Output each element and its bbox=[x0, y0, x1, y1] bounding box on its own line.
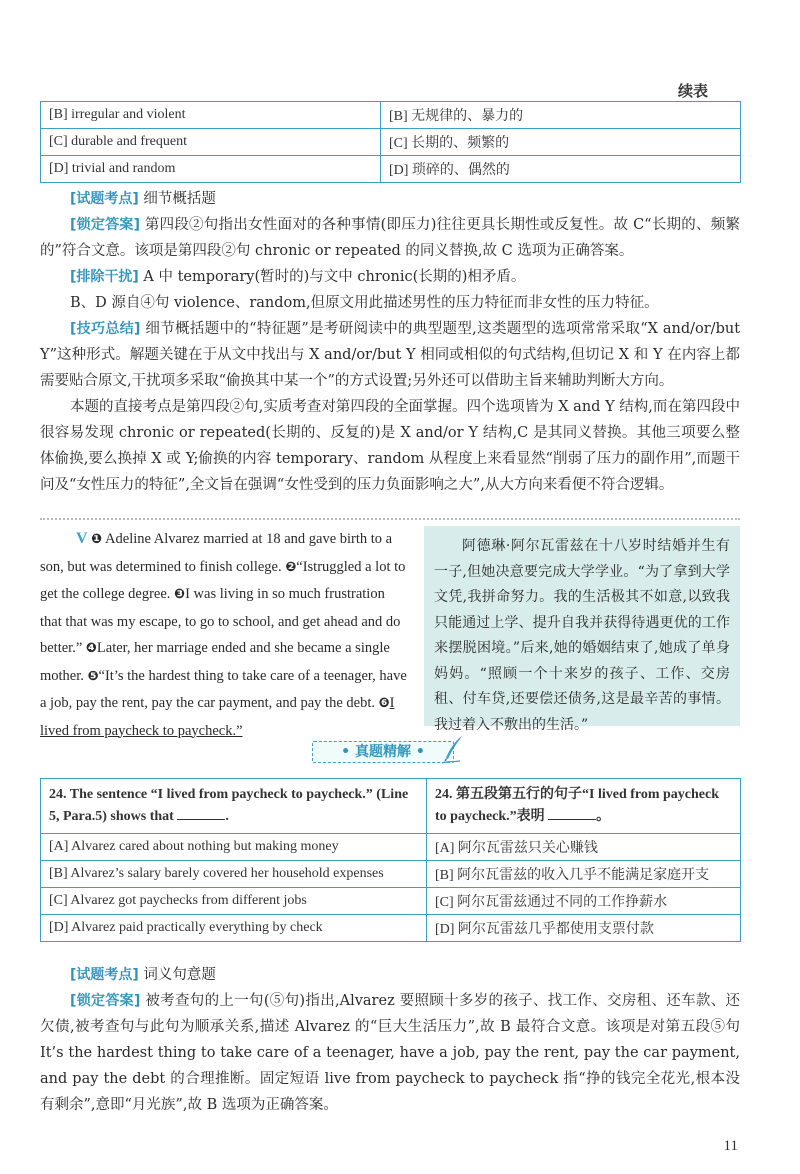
summary-paragraph: 本题的直接考点是第四段②句,实质考查对第四段的全面掌握。四个选项皆为 X and Y 结构,而在第四段中很容易发现 chronic or repeated(长期的、反复的)是 X and/or Y 结构,C 是其同义替换。其他三项要么整体偷换,要么换掉 X 或 Y;偷换的内容 temporary、random 从程度上来看显然“削弱了压力的副作用”,而题干问及“女性压力的特征”,全文旨在强调“女性受到的压力负面影响之大”,从大方向来看便不符合逻辑。 bbox=[40, 399, 740, 493]
sentence-number: ❻ bbox=[378, 696, 390, 711]
answer-text: 被考查句的上一句(⑤句)指出,Alvarez 要照顾十多岁的孩子、找工作、交房租、还车款、还欠债,被考查句与此句为顺承关系,描述 Alvarez 的“巨大生活压力”,故 B 最符合文意。该项是对第五段⑤句 It’s the hardest thing to take care of a teenager, have a job, pay the rent, pay the car payment, and pay the debt 的合理推断。固定短语 live from paycheck to paycheck 指“挣的钱完全花光,根本没有剩余”,意即“月光族”,故 B 选项为正确答案。 bbox=[40, 993, 741, 1113]
answer-text: 第四段②句指出女性面对的各种事情(即压力)往往更具长期性或反复性。故 C“长期的、频繁的”符合文意。该项是第四段②句 chronic or repeated 的同义替换,故 C 选项为正确答案。 bbox=[40, 217, 741, 259]
answer-tag: [锁定答案] bbox=[70, 217, 140, 233]
option-zh: [C] 长期的、频繁的 bbox=[381, 129, 741, 156]
sentence-1: Adeline Alvarez married at 18 and gave birth to a son, but was determined to finish college. bbox=[40, 531, 393, 575]
passage-translation-box bbox=[424, 526, 740, 733]
question-stem-row bbox=[41, 779, 741, 834]
option-en: [B] irregular and violent bbox=[41, 102, 381, 129]
table-row bbox=[41, 915, 741, 942]
question-stem-zh bbox=[427, 779, 741, 834]
sentence-3: I was living in so much frustration that that was my escape, to go to school, and get ahead and do better.” bbox=[40, 586, 401, 656]
stem-en-end: . bbox=[225, 809, 229, 824]
skill-text: 细节概括题中的“特征题”是考研阅读中的典型题型,这类题型的选项常常采取“X and/or/but Y”这种形式。解题关键在于从文中找出与 X and/or/but Y 相同或相似的句式结构,但切记 X 和 Y 在内容上都需要贴合原文,干扰项多采取“偷换其中某一个”的方式设置;另外还可以借助主旨来辅助判断大方向。 bbox=[40, 321, 741, 389]
sentence-number: ❷ bbox=[285, 559, 297, 575]
option-zh: [B] 阿尔瓦雷兹的收入几乎不能满足家庭开支 bbox=[427, 861, 741, 888]
option-en: [B] Alvarez’s salary barely covered her household expenses bbox=[41, 861, 427, 888]
answer-paragraph bbox=[40, 988, 740, 1118]
table-row bbox=[41, 834, 741, 861]
table-row bbox=[41, 129, 741, 156]
option-zh: [B] 无规律的、暴力的 bbox=[381, 102, 741, 129]
point-text: 词义句意题 bbox=[143, 967, 216, 983]
passage-translation: 阿德琳·阿尔瓦雷兹在十八岁时结婚并生有一子,但她决意要完成大学学业。“为了拿到大学文凭,我拼命努力。我的生活极其不如意,以致我只能通过上学、提升自我并获得待遇更优的工作来摆脱困境。”后来,她的婚姻结束了,她成了单身妈妈。“照顾一个十来岁的孩子、工作、交房租、付车贷,还要偿还债务,这是最辛苦的事情。我过着入不敷出的生活。” bbox=[434, 538, 730, 733]
analysis-block-1 bbox=[40, 186, 740, 498]
answer-paragraph bbox=[40, 212, 740, 264]
sentence-number: ❹ bbox=[85, 641, 97, 656]
passage-english bbox=[40, 526, 410, 744]
sentence-6-underlined: I lived from paycheck to paycheck.” bbox=[40, 695, 395, 739]
page-number: 11 bbox=[723, 1138, 738, 1154]
question-stem-en bbox=[41, 779, 427, 834]
sentence-number: ❶ bbox=[91, 532, 103, 547]
sentence-5: “It’s the hardest thing to take care of a teenager, have a job, pay the rent, pay the car payment, and pay the debt. bbox=[40, 667, 407, 711]
option-en: [C] durable and frequent bbox=[41, 129, 381, 156]
option-zh: [D] 阿尔瓦雷兹几乎都使用支票付款 bbox=[427, 915, 741, 942]
answer-blank bbox=[548, 807, 596, 820]
section-banner: • 真题精解 • bbox=[312, 741, 454, 763]
skill-tag: [技巧总结] bbox=[70, 321, 141, 337]
option-en: [A] Alvarez cared about nothing but making money bbox=[41, 834, 427, 861]
exclude-paragraph bbox=[40, 264, 740, 290]
section-divider bbox=[40, 518, 740, 520]
option-en: [C] Alvarez got paychecks from different jobs bbox=[41, 888, 427, 915]
continued-label: 续表 bbox=[677, 82, 708, 100]
exclude-tag: [排除干扰] bbox=[70, 269, 139, 285]
sentence-number: ❸ bbox=[174, 587, 186, 602]
skill-paragraph bbox=[40, 316, 740, 394]
table-row bbox=[41, 102, 741, 129]
point-text: 细节概括题 bbox=[143, 191, 216, 207]
exclude-paragraph-2: B、D 源自④句 violence、random,但原文用此描述男性的压力特征而非女性的压力特征。 bbox=[70, 295, 659, 311]
option-en: [D] Alvarez paid practically everything by check bbox=[41, 915, 427, 942]
question-table bbox=[40, 778, 741, 942]
quill-pen-icon bbox=[440, 734, 466, 764]
point-tag: [试题考点] bbox=[70, 967, 139, 983]
table-row bbox=[41, 861, 741, 888]
option-zh: [A] 阿尔瓦雷兹只关心赚钱 bbox=[427, 834, 741, 861]
stem-zh-end: 。 bbox=[596, 809, 611, 824]
point-paragraph bbox=[40, 962, 740, 988]
stem-zh-text: 24. 第五段第五行的句子“I lived from paycheck to paycheck.”表明 bbox=[435, 787, 720, 824]
option-en: [D] trivial and random bbox=[41, 156, 381, 183]
table-row bbox=[41, 888, 741, 915]
answer-tag: [锁定答案] bbox=[70, 993, 141, 1009]
analysis-block-2 bbox=[40, 962, 740, 1118]
section-marker: V bbox=[76, 530, 88, 547]
option-zh: [C] 阿尔瓦雷兹通过不同的工作挣薪水 bbox=[427, 888, 741, 915]
sentence-2: “Istruggled a lot to get the college degree. bbox=[40, 558, 406, 602]
sentence-4: Later, her marriage ended and she became a single mother. bbox=[40, 640, 390, 684]
table-row bbox=[41, 156, 741, 183]
exclude-text: A 中 temporary(暂时的)与文中 chronic(长期的)相矛盾。 bbox=[143, 269, 526, 285]
sentence-number: ❺ bbox=[87, 668, 99, 684]
point-paragraph bbox=[40, 186, 740, 212]
option-zh: [D] 琐碎的、偶然的 bbox=[381, 156, 741, 183]
stem-en-text: 24. The sentence “I lived from paycheck to paycheck.” (Line 5, Para.5) shows that bbox=[49, 787, 409, 824]
point-tag: [试题考点] bbox=[70, 191, 139, 207]
answer-blank bbox=[177, 807, 225, 820]
options-table-continued bbox=[40, 101, 741, 183]
